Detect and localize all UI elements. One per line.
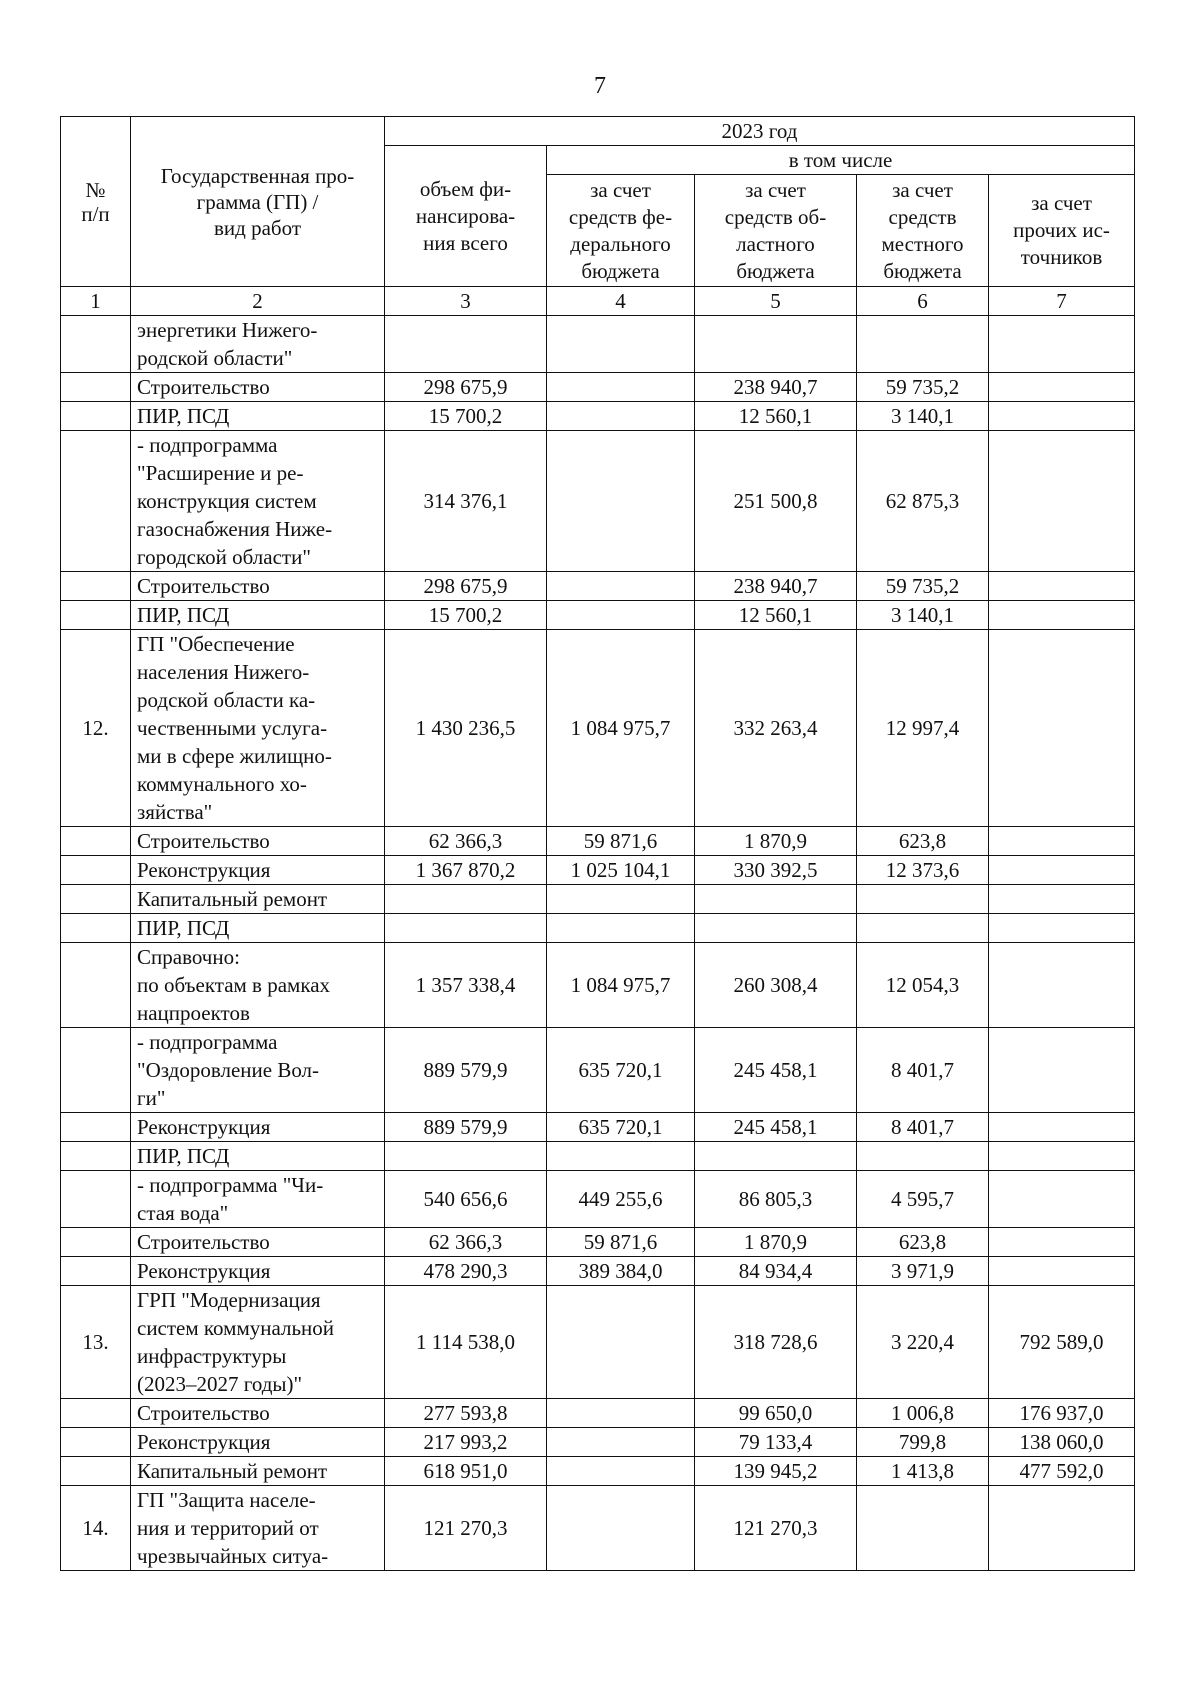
header-local: за счет средств местного бюджета	[857, 175, 989, 287]
column-index: 1	[61, 287, 131, 316]
column-index: 7	[989, 287, 1135, 316]
cell-total: 889 579,9	[385, 1028, 547, 1113]
cell-federal: 59 871,6	[547, 827, 695, 856]
header-number: № п/п	[61, 117, 131, 287]
cell-total: 314 376,1	[385, 431, 547, 572]
cell-other	[989, 885, 1135, 914]
cell-federal	[547, 1142, 695, 1171]
cell-regional: 245 458,1	[695, 1113, 857, 1142]
cell-federal: 635 720,1	[547, 1028, 695, 1113]
table-row	[61, 373, 1135, 402]
table-row	[61, 1286, 1135, 1399]
cell-regional: 332 263,4	[695, 630, 857, 827]
cell-total: 62 366,3	[385, 1228, 547, 1257]
row-title: Строительство	[131, 1399, 385, 1428]
cell-other	[989, 572, 1135, 601]
header-federal: за счет средств фе- дерального бюджета	[547, 175, 695, 287]
row-title: ГП "Обеспечение населения Нижего- родской области ка- чественными услуга- ми в сфере жилищно- коммунального хо- зяйства"	[131, 630, 385, 827]
table-row	[61, 601, 1135, 630]
cell-total: 1 430 236,5	[385, 630, 547, 827]
cell-total: 540 656,6	[385, 1171, 547, 1228]
cell-total: 121 270,3	[385, 1486, 547, 1571]
cell-regional	[695, 316, 857, 373]
cell-regional	[695, 914, 857, 943]
cell-local	[857, 1486, 989, 1571]
cell-other: 138 060,0	[989, 1428, 1135, 1457]
cell-other	[989, 1486, 1135, 1571]
row-title: ПИР, ПСД	[131, 914, 385, 943]
cell-total: 277 593,8	[385, 1399, 547, 1428]
cell-total: 15 700,2	[385, 601, 547, 630]
table-row	[61, 316, 1135, 373]
cell-local: 59 735,2	[857, 572, 989, 601]
table-row	[61, 827, 1135, 856]
cell-regional: 318 728,6	[695, 1286, 857, 1399]
header-regional: за счет средств об- ластного бюджета	[695, 175, 857, 287]
row-title: - подпрограмма "Оздоровление Вол- ги"	[131, 1028, 385, 1113]
cell-federal	[547, 914, 695, 943]
row-number	[61, 431, 131, 572]
row-number	[61, 1228, 131, 1257]
cell-total: 1 357 338,4	[385, 943, 547, 1028]
cell-regional: 260 308,4	[695, 943, 857, 1028]
header-other: за счет прочих ис- точников	[989, 175, 1135, 287]
row-number: 13.	[61, 1286, 131, 1399]
cell-other: 477 592,0	[989, 1457, 1135, 1486]
row-title: Строительство	[131, 1228, 385, 1257]
cell-local	[857, 316, 989, 373]
table-row	[61, 1142, 1135, 1171]
cell-regional: 99 650,0	[695, 1399, 857, 1428]
cell-other	[989, 827, 1135, 856]
cell-regional	[695, 885, 857, 914]
column-index: 6	[857, 287, 989, 316]
cell-local: 3 971,9	[857, 1257, 989, 1286]
cell-total: 1 114 538,0	[385, 1286, 547, 1399]
cell-local	[857, 1142, 989, 1171]
cell-federal	[547, 316, 695, 373]
cell-local	[857, 914, 989, 943]
row-title: Капитальный ремонт	[131, 885, 385, 914]
row-title: ПИР, ПСД	[131, 1142, 385, 1171]
cell-local: 8 401,7	[857, 1028, 989, 1113]
row-number	[61, 572, 131, 601]
row-title: Строительство	[131, 572, 385, 601]
row-number	[61, 827, 131, 856]
cell-regional: 12 560,1	[695, 402, 857, 431]
table-row	[61, 630, 1135, 827]
row-number	[61, 1028, 131, 1113]
row-title: ГРП "Модернизация систем коммунальной инфраструктуры (2023–2027 годы)"	[131, 1286, 385, 1399]
cell-total: 478 290,3	[385, 1257, 547, 1286]
cell-regional: 86 805,3	[695, 1171, 857, 1228]
cell-federal	[547, 431, 695, 572]
cell-other	[989, 373, 1135, 402]
cell-federal	[547, 1399, 695, 1428]
column-index-row	[61, 287, 1135, 316]
table-row	[61, 943, 1135, 1028]
cell-regional: 251 500,8	[695, 431, 857, 572]
cell-regional: 238 940,7	[695, 572, 857, 601]
cell-total: 298 675,9	[385, 373, 547, 402]
cell-total: 15 700,2	[385, 402, 547, 431]
row-title: Строительство	[131, 373, 385, 402]
table-row	[61, 1113, 1135, 1142]
page-number: 7	[594, 73, 606, 99]
row-number	[61, 373, 131, 402]
cell-other	[989, 1228, 1135, 1257]
table-row	[61, 1399, 1135, 1428]
cell-regional: 330 392,5	[695, 856, 857, 885]
cell-local: 59 735,2	[857, 373, 989, 402]
cell-total: 618 951,0	[385, 1457, 547, 1486]
cell-federal: 59 871,6	[547, 1228, 695, 1257]
cell-total: 1 367 870,2	[385, 856, 547, 885]
cell-other	[989, 856, 1135, 885]
row-title: энергетики Нижего- родской области"	[131, 316, 385, 373]
cell-local: 12 997,4	[857, 630, 989, 827]
cell-federal: 1 084 975,7	[547, 630, 695, 827]
cell-local: 1 413,8	[857, 1457, 989, 1486]
table-row	[61, 402, 1135, 431]
cell-regional: 1 870,9	[695, 1228, 857, 1257]
cell-total	[385, 914, 547, 943]
row-title: Строительство	[131, 827, 385, 856]
row-title: ПИР, ПСД	[131, 601, 385, 630]
cell-federal: 635 720,1	[547, 1113, 695, 1142]
row-title: - подпрограмма "Чи- стая вода"	[131, 1171, 385, 1228]
cell-regional: 238 940,7	[695, 373, 857, 402]
row-number	[61, 1142, 131, 1171]
row-number	[61, 316, 131, 373]
cell-regional: 79 133,4	[695, 1428, 857, 1457]
row-title: ПИР, ПСД	[131, 402, 385, 431]
table-row	[61, 1457, 1135, 1486]
financing-table	[60, 116, 1135, 1571]
cell-local: 8 401,7	[857, 1113, 989, 1142]
cell-regional: 1 870,9	[695, 827, 857, 856]
column-index: 3	[385, 287, 547, 316]
row-title: Реконструкция	[131, 1113, 385, 1142]
column-index: 5	[695, 287, 857, 316]
cell-other	[989, 1028, 1135, 1113]
table-row	[61, 914, 1135, 943]
table-header	[61, 117, 1135, 316]
cell-regional: 12 560,1	[695, 601, 857, 630]
row-number	[61, 1428, 131, 1457]
cell-other	[989, 1142, 1135, 1171]
cell-other	[989, 943, 1135, 1028]
table-row	[61, 431, 1135, 572]
row-number	[61, 1457, 131, 1486]
cell-total: 889 579,9	[385, 1113, 547, 1142]
cell-local: 3 220,4	[857, 1286, 989, 1399]
row-title: Справочно: по объектам в рамках нацпроектов	[131, 943, 385, 1028]
cell-federal	[547, 1286, 695, 1399]
cell-federal	[547, 601, 695, 630]
table-row	[61, 856, 1135, 885]
cell-federal: 449 255,6	[547, 1171, 695, 1228]
cell-other	[989, 1257, 1135, 1286]
column-index: 2	[131, 287, 385, 316]
cell-regional: 84 934,4	[695, 1257, 857, 1286]
table-row	[61, 1028, 1135, 1113]
table-row	[61, 1228, 1135, 1257]
row-title: Капитальный ремонт	[131, 1457, 385, 1486]
cell-total	[385, 1142, 547, 1171]
table-row	[61, 1486, 1135, 1571]
cell-other	[989, 402, 1135, 431]
cell-regional	[695, 1142, 857, 1171]
cell-local: 623,8	[857, 827, 989, 856]
cell-local: 623,8	[857, 1228, 989, 1257]
cell-local: 12 054,3	[857, 943, 989, 1028]
cell-total	[385, 316, 547, 373]
table-row	[61, 1171, 1135, 1228]
row-number	[61, 914, 131, 943]
cell-total	[385, 885, 547, 914]
cell-federal: 1 025 104,1	[547, 856, 695, 885]
cell-regional: 245 458,1	[695, 1028, 857, 1113]
cell-other	[989, 630, 1135, 827]
table-row	[61, 885, 1135, 914]
table-row	[61, 1428, 1135, 1457]
cell-local: 62 875,3	[857, 431, 989, 572]
cell-local: 3 140,1	[857, 402, 989, 431]
row-number: 14.	[61, 1486, 131, 1571]
cell-local	[857, 885, 989, 914]
cell-local: 799,8	[857, 1428, 989, 1457]
table-row	[61, 572, 1135, 601]
cell-other: 176 937,0	[989, 1399, 1135, 1428]
row-number: 12.	[61, 630, 131, 827]
cell-federal: 389 384,0	[547, 1257, 695, 1286]
cell-other	[989, 1113, 1135, 1142]
row-number	[61, 943, 131, 1028]
row-title: ГП "Защита населе- ния и территорий от чрезвычайных ситуа-	[131, 1486, 385, 1571]
cell-federal	[547, 1457, 695, 1486]
cell-local: 3 140,1	[857, 601, 989, 630]
row-number	[61, 1171, 131, 1228]
row-number	[61, 402, 131, 431]
row-number	[61, 856, 131, 885]
cell-total: 298 675,9	[385, 572, 547, 601]
cell-local: 12 373,6	[857, 856, 989, 885]
row-number	[61, 885, 131, 914]
column-index: 4	[547, 287, 695, 316]
row-number	[61, 1113, 131, 1142]
cell-federal	[547, 402, 695, 431]
cell-federal	[547, 1486, 695, 1571]
row-number	[61, 1399, 131, 1428]
row-number	[61, 1257, 131, 1286]
cell-other	[989, 1171, 1135, 1228]
row-title: Реконструкция	[131, 856, 385, 885]
cell-total: 217 993,2	[385, 1428, 547, 1457]
cell-local: 4 595,7	[857, 1171, 989, 1228]
header-total: объем фи- нансирова- ния всего	[385, 146, 547, 287]
table-row	[61, 1257, 1135, 1286]
cell-federal	[547, 373, 695, 402]
cell-other: 792 589,0	[989, 1286, 1135, 1399]
row-title: - подпрограмма "Расширение и ре- конструкция систем газоснабжения Ниже- городской области"	[131, 431, 385, 572]
cell-federal	[547, 572, 695, 601]
cell-federal: 1 084 975,7	[547, 943, 695, 1028]
cell-other	[989, 316, 1135, 373]
cell-total: 62 366,3	[385, 827, 547, 856]
cell-other	[989, 914, 1135, 943]
header-program: Государственная про- грамма (ГП) / вид работ	[131, 117, 385, 287]
cell-other	[989, 431, 1135, 572]
row-number	[61, 601, 131, 630]
cell-local: 1 006,8	[857, 1399, 989, 1428]
row-title: Реконструкция	[131, 1428, 385, 1457]
cell-other	[989, 601, 1135, 630]
cell-federal	[547, 885, 695, 914]
cell-regional: 121 270,3	[695, 1486, 857, 1571]
cell-regional: 139 945,2	[695, 1457, 857, 1486]
header-year: 2023 год	[385, 117, 1135, 146]
row-title: Реконструкция	[131, 1257, 385, 1286]
table-body	[61, 316, 1135, 1571]
cell-federal	[547, 1428, 695, 1457]
header-including: в том числе	[547, 146, 1135, 175]
